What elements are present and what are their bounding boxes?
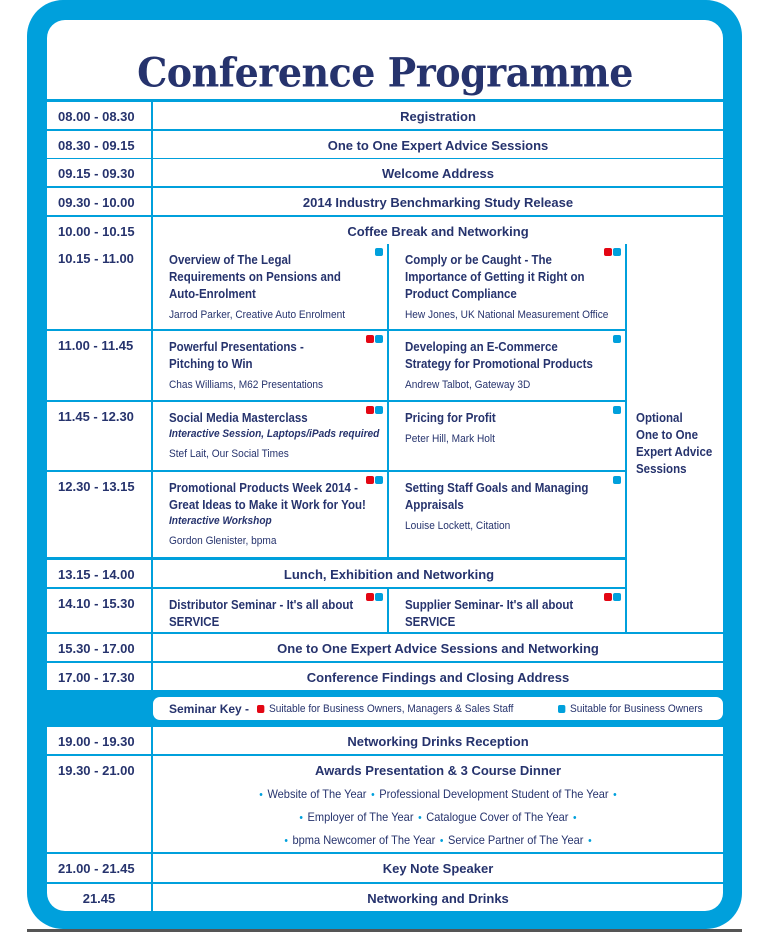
- schedule-row: [47, 727, 723, 754]
- seminar-cell: [389, 589, 627, 632]
- row-divider: [47, 557, 627, 559]
- seminar-cell: [389, 472, 627, 559]
- seminar-title: SERVICE: [405, 615, 456, 629]
- bullet-icon: •: [588, 835, 592, 847]
- event-title: Networking Drinks Reception: [347, 734, 529, 749]
- seminar-cell: [389, 402, 627, 472]
- seminar-title: Distributor Seminar - It's all about: [169, 598, 354, 612]
- bullet-icon: •: [418, 812, 422, 824]
- awards-list: [153, 786, 723, 855]
- time-slot: 21.45: [47, 884, 153, 911]
- bullet-icon: •: [299, 812, 303, 824]
- blue-key-marker-icon: [375, 406, 383, 414]
- seminar-title: Importance of Getting it Right on: [405, 270, 585, 284]
- event-title: Lunch, Exhibition and Networking: [153, 560, 627, 587]
- seminar-key-markers: [366, 476, 383, 484]
- time-slot: 15.30 - 17.00: [47, 634, 153, 661]
- red-key-marker-icon: [604, 593, 612, 601]
- seminar-title: Pricing for Profit: [405, 411, 496, 425]
- seminar-key: [153, 697, 723, 720]
- seminar-title: Pitching to Win: [169, 357, 253, 371]
- title-panel: [47, 20, 723, 100]
- schedule-row: [47, 884, 723, 911]
- seminar-title: Great Ideas to Make it Work for You!: [169, 498, 366, 512]
- optional-sessions-line: Optional: [636, 411, 683, 425]
- seminar-cell: [153, 402, 389, 472]
- seminar-key-text: Suitable for Business Owners, Managers & Sales Staff: [269, 702, 514, 715]
- red-key-square-icon: [257, 705, 264, 713]
- seminar-title: Requirements on Pensions and: [169, 270, 341, 284]
- event-title: Conference Findings and Closing Address: [306, 670, 570, 685]
- seminar-title: Social Media Masterclass: [169, 411, 308, 425]
- seminar-cell: [389, 331, 627, 402]
- red-key-marker-icon: [366, 335, 374, 343]
- seminar-speaker: Chas Williams, M62 Presentations: [169, 379, 324, 391]
- bullet-icon: •: [439, 835, 444, 847]
- awards-line: [176, 786, 700, 809]
- time-slot: 11.00 - 11.45: [47, 331, 153, 402]
- seminar-title: Supplier Seminar- It's all about: [405, 598, 574, 612]
- bullet-icon: •: [284, 835, 288, 847]
- time-slot: 08.30 - 09.15: [47, 131, 153, 158]
- event-title: Coffee Break and Networking: [347, 224, 529, 239]
- event-title: 2014 Industry Benchmarking Study Release: [302, 195, 574, 210]
- time-slot: 13.15 - 14.00: [47, 560, 153, 587]
- seminar-key-markers: [366, 593, 383, 601]
- seminar-cell: [389, 244, 627, 331]
- seminar-speaker: Andrew Talbot, Gateway 3D: [405, 379, 531, 391]
- seminar-speaker: Jarrod Parker, Creative Auto Enrolment: [169, 309, 346, 321]
- award-name: Employer of The Year: [307, 810, 414, 824]
- red-key-marker-icon: [366, 593, 374, 601]
- seminar-speaker: Peter Hill, Mark Holt: [405, 433, 495, 445]
- awards-line: [176, 809, 700, 832]
- schedule-row: [47, 102, 723, 129]
- schedule-row: [47, 560, 627, 587]
- blue-key-marker-icon: [613, 476, 621, 484]
- seminar-cell: [153, 589, 389, 632]
- seminar-row: [47, 402, 627, 472]
- seminar-key-markers: [366, 335, 383, 343]
- blue-key-marker-icon: [375, 593, 383, 601]
- blue-key-marker-icon: [375, 476, 383, 484]
- seminar-key-markers: [613, 335, 621, 343]
- schedule-row: [47, 663, 723, 690]
- seminar-cell: [153, 331, 389, 402]
- award-name: Catalogue Cover of The Year: [426, 810, 569, 824]
- event-title: Networking and Drinks: [367, 891, 509, 906]
- event-title: Key Note Speaker: [382, 861, 494, 876]
- optional-sessions-label: [636, 410, 719, 478]
- bullet-icon: •: [259, 789, 263, 801]
- time-slot: 09.15 - 09.30: [47, 159, 153, 186]
- seminar-speaker: Stef Lait, Our Social Times: [169, 448, 289, 460]
- blue-key-marker-icon: [613, 335, 621, 343]
- award-name: Professional Development Student of The Year: [379, 787, 609, 801]
- blue-key-marker-icon: [613, 593, 621, 601]
- schedule-row: [47, 159, 723, 186]
- seminar-cell: [153, 472, 389, 559]
- optional-sessions-line: One to One: [636, 428, 698, 442]
- seminar-subtitle: Interactive Session, Laptops/iPads required: [169, 428, 380, 440]
- seminar-title: Developing an E-Commerce: [405, 340, 558, 354]
- seminar-title: Setting Staff Goals and Managing: [405, 481, 589, 495]
- schedule-row: [47, 131, 723, 158]
- seminar-speaker: Louise Lockett, Citation: [405, 520, 511, 532]
- seminar-title: Promotional Products Week 2014 -: [169, 481, 358, 495]
- schedule-row: [47, 188, 723, 215]
- event-title: One to One Expert Advice Sessions: [327, 138, 549, 153]
- seminar-key-markers: [366, 406, 383, 414]
- seminar-speaker: Gordon Glenister, bpma: [169, 535, 277, 547]
- time-slot: 17.00 - 17.30: [47, 663, 153, 690]
- seminar-title: Strategy for Promotional Products: [405, 357, 593, 371]
- seminar-key-markers: [604, 248, 621, 256]
- event-title: One to One Expert Advice Sessions and Networking: [277, 641, 599, 656]
- seminar-row: [47, 331, 627, 402]
- blue-key-marker-icon: [375, 335, 383, 343]
- event-title: Welcome Address: [382, 166, 494, 181]
- bullet-icon: •: [371, 789, 375, 801]
- blue-key-marker-icon: [613, 406, 621, 414]
- time-slot: 19.00 - 19.30: [47, 727, 153, 754]
- award-name: Website of The Year: [267, 787, 367, 801]
- schedule-row: [47, 217, 723, 244]
- blue-key-marker-icon: [375, 248, 383, 256]
- red-key-marker-icon: [366, 476, 374, 484]
- schedule-row: [47, 854, 723, 882]
- seminar-key-item: [257, 703, 513, 715]
- seminar-title: Overview of The Legal: [169, 253, 292, 267]
- seminar-key-markers: [604, 593, 621, 601]
- time-slot: 19.30 - 21.00: [47, 756, 153, 852]
- time-slot: 21.00 - 21.45: [47, 854, 153, 882]
- seminar-title: Product Compliance: [405, 287, 517, 301]
- seminar-row: [47, 244, 627, 331]
- seminar-title: Auto-Enrolment: [169, 287, 256, 301]
- time-slot: 10.15 - 11.00: [47, 244, 153, 331]
- seminar-speaker: Hew Jones, UK National Measurement Office: [405, 309, 609, 321]
- event-title: Registration: [400, 109, 476, 124]
- time-slot: 12.30 - 13.15: [47, 472, 153, 559]
- award-name: Service Partner of The Year: [448, 833, 584, 847]
- bullet-icon: •: [573, 812, 577, 824]
- seminar-row: [47, 472, 627, 559]
- schedule-row: [47, 634, 723, 661]
- seminar-title: SERVICE: [169, 615, 220, 629]
- page-title: Conference Programme: [137, 48, 633, 97]
- time-slot: 14.10 - 15.30: [47, 589, 153, 632]
- seminar-title: Powerful Presentations -: [169, 340, 304, 354]
- seminar-title: Comply or be Caught - The: [405, 253, 552, 267]
- optional-sessions-line: Expert Advice: [636, 445, 713, 459]
- schedule-row: [47, 756, 723, 852]
- blue-key-square-icon: [558, 705, 565, 713]
- time-slot: 11.45 - 12.30: [47, 402, 153, 472]
- award-name: bpma Newcomer of The Year: [292, 833, 436, 847]
- seminar-key-markers: [613, 406, 621, 414]
- blue-key-marker-icon: [613, 248, 621, 256]
- seminar-row: [47, 589, 627, 632]
- seminar-key-markers: [613, 476, 621, 484]
- seminar-key-markers: [375, 248, 383, 256]
- seminar-key-item: [558, 703, 703, 715]
- red-key-marker-icon: [604, 248, 612, 256]
- red-key-marker-icon: [366, 406, 374, 414]
- row-divider: [47, 99, 723, 101]
- seminar-cell: [153, 244, 389, 331]
- seminar-title: Appraisals: [405, 498, 464, 512]
- seminar-key-text: Suitable for Business Owners: [569, 702, 703, 715]
- bullet-icon: •: [613, 789, 617, 801]
- time-slot: 08.00 - 08.30: [47, 102, 153, 129]
- optional-sessions-line: Sessions: [636, 462, 687, 476]
- seminar-subtitle: Interactive Workshop: [169, 515, 272, 527]
- time-slot: 09.30 - 10.00: [47, 188, 153, 215]
- event-title: Awards Presentation & 3 Course Dinner: [314, 763, 562, 778]
- seminar-key-label: Seminar Key -: [169, 701, 250, 716]
- time-slot: 10.00 - 10.15: [47, 217, 153, 244]
